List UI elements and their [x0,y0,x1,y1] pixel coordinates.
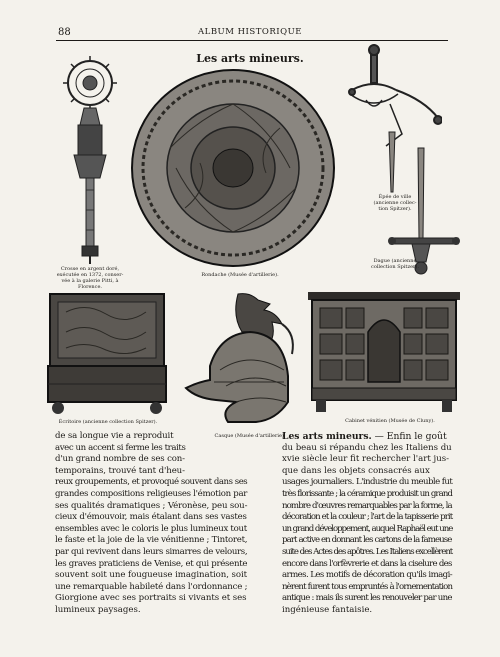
crosse-caption [50,266,130,290]
text-line: nèrent furent tous empruntés à l'ornementation [282,581,453,592]
crosse-caption-line: exécutée en 1372, conser- [56,272,124,278]
text-line: Giorgione avec ses portraits si vivants et ses [55,593,247,604]
text-line: ses qualités dramatiques ; Véronèse, peu sou- [55,500,248,511]
epee-caption-line: Épée de ville [378,194,412,200]
text-line: décoration et la couleur ; l'art de la tapisserie prit [282,512,453,523]
epee-caption-line: tion Spitzer). [378,206,412,212]
crosse-caption-line: Crosse en argent doré, [60,266,120,272]
text-line: d'un grand nombre de ses con- [55,454,185,465]
text-line: cieux d'émouvoir, mais étalant dans ses vastes [55,512,247,523]
text-line: les graves praticiens de Venise, et qui présente [55,558,248,569]
text-line: grandes compositions religieuses l'émotion par [55,488,248,499]
crosse-caption-line: vée à la galerie Pitti, à [61,278,119,284]
text-line: armes. Les motifs de décoration qu'ils imagi- [282,570,453,581]
text-line: avec un accent si ferme les traits [55,442,186,453]
text-line: que dans les objets consacrés aux [282,465,430,476]
dague-caption [360,258,430,270]
text-line: nombre d'œuvres remarquables par la forme, la [282,500,452,511]
text-line: du beau si répandu chez les Italiens du [282,442,452,453]
cabinet-illustration [308,292,460,414]
text-line: ingénieuse fantaisie. [282,604,373,615]
text-line: encore dans l'orfèvrerie et dans la ciselure des [282,558,452,569]
running-title: ALBUM HISTORIQUE [198,27,302,37]
page-number: 88 [58,27,71,38]
text-line: usages journaliers. L'industrie du meuble fut [282,477,453,488]
text-line: — Enfin le goût [374,431,447,442]
right-column-text [282,431,452,617]
text-line: temporains, trouvé tant d'heu- [55,465,185,476]
section-title: Les arts mineurs. [196,52,304,65]
text-line: souvent soit une fougueuse imagination, soit [55,570,248,581]
text-line: par qui revivent dans leurs simarres de velours, [55,546,248,557]
text-line [282,431,452,443]
text-line: part active en donnant les cartons de la fameuse [282,535,452,546]
casque-caption: Casque (Musée d'artillerie). [214,433,286,439]
rondache-caption: Rondache (Musée d'artillerie). [201,272,279,278]
dague-caption-line: Dague (ancienne [373,258,417,264]
rondache-illustration [130,68,336,268]
dague-illustration [388,146,460,276]
text-line: une remarquable habileté dans l'ordonnance ; [55,581,248,592]
text-line: très florissante ; la céramique produisit un grand [282,488,453,499]
text-line: de sa longue vie a reproduit [55,431,174,441]
text-line: lumineux paysages. [55,604,141,615]
text-line: suite des Actes des apôtres. Les Italiens excellèrent [282,546,453,557]
right-column-title: Les arts mineurs. [282,431,372,442]
epee-caption-line: (ancienne collec- [373,200,417,206]
text-line: reux groupements, et provoqué souvent dans ses [55,477,248,488]
text-line: un grand développement, auquel Raphaël eut une [282,523,453,534]
cabinet-caption: Cabinet vénitien (Musée de Cluny). [345,418,435,424]
dague-caption-line: collection Spitzer). [371,264,419,270]
header-rule [56,40,448,41]
left-column-text [55,431,247,617]
ecritoire-caption: Écritoire (ancienne collection Spitzer). [58,419,158,425]
text-line: xvie siècle leur fit rechercher l'art jus- [282,454,450,465]
crosse-caption-line: Florence. [78,284,102,290]
ecritoire-illustration [46,292,168,416]
crosse-illustration [60,50,120,265]
text-line: le faste et la joie de la vie vénitienne ; Tintoret, [55,535,248,546]
casque-illustration [180,290,304,430]
text-line: antique : mais ils surent les renouveler par une [282,593,452,604]
text-line: ensembles avec le coloris le plus lumineux tout [55,523,247,534]
